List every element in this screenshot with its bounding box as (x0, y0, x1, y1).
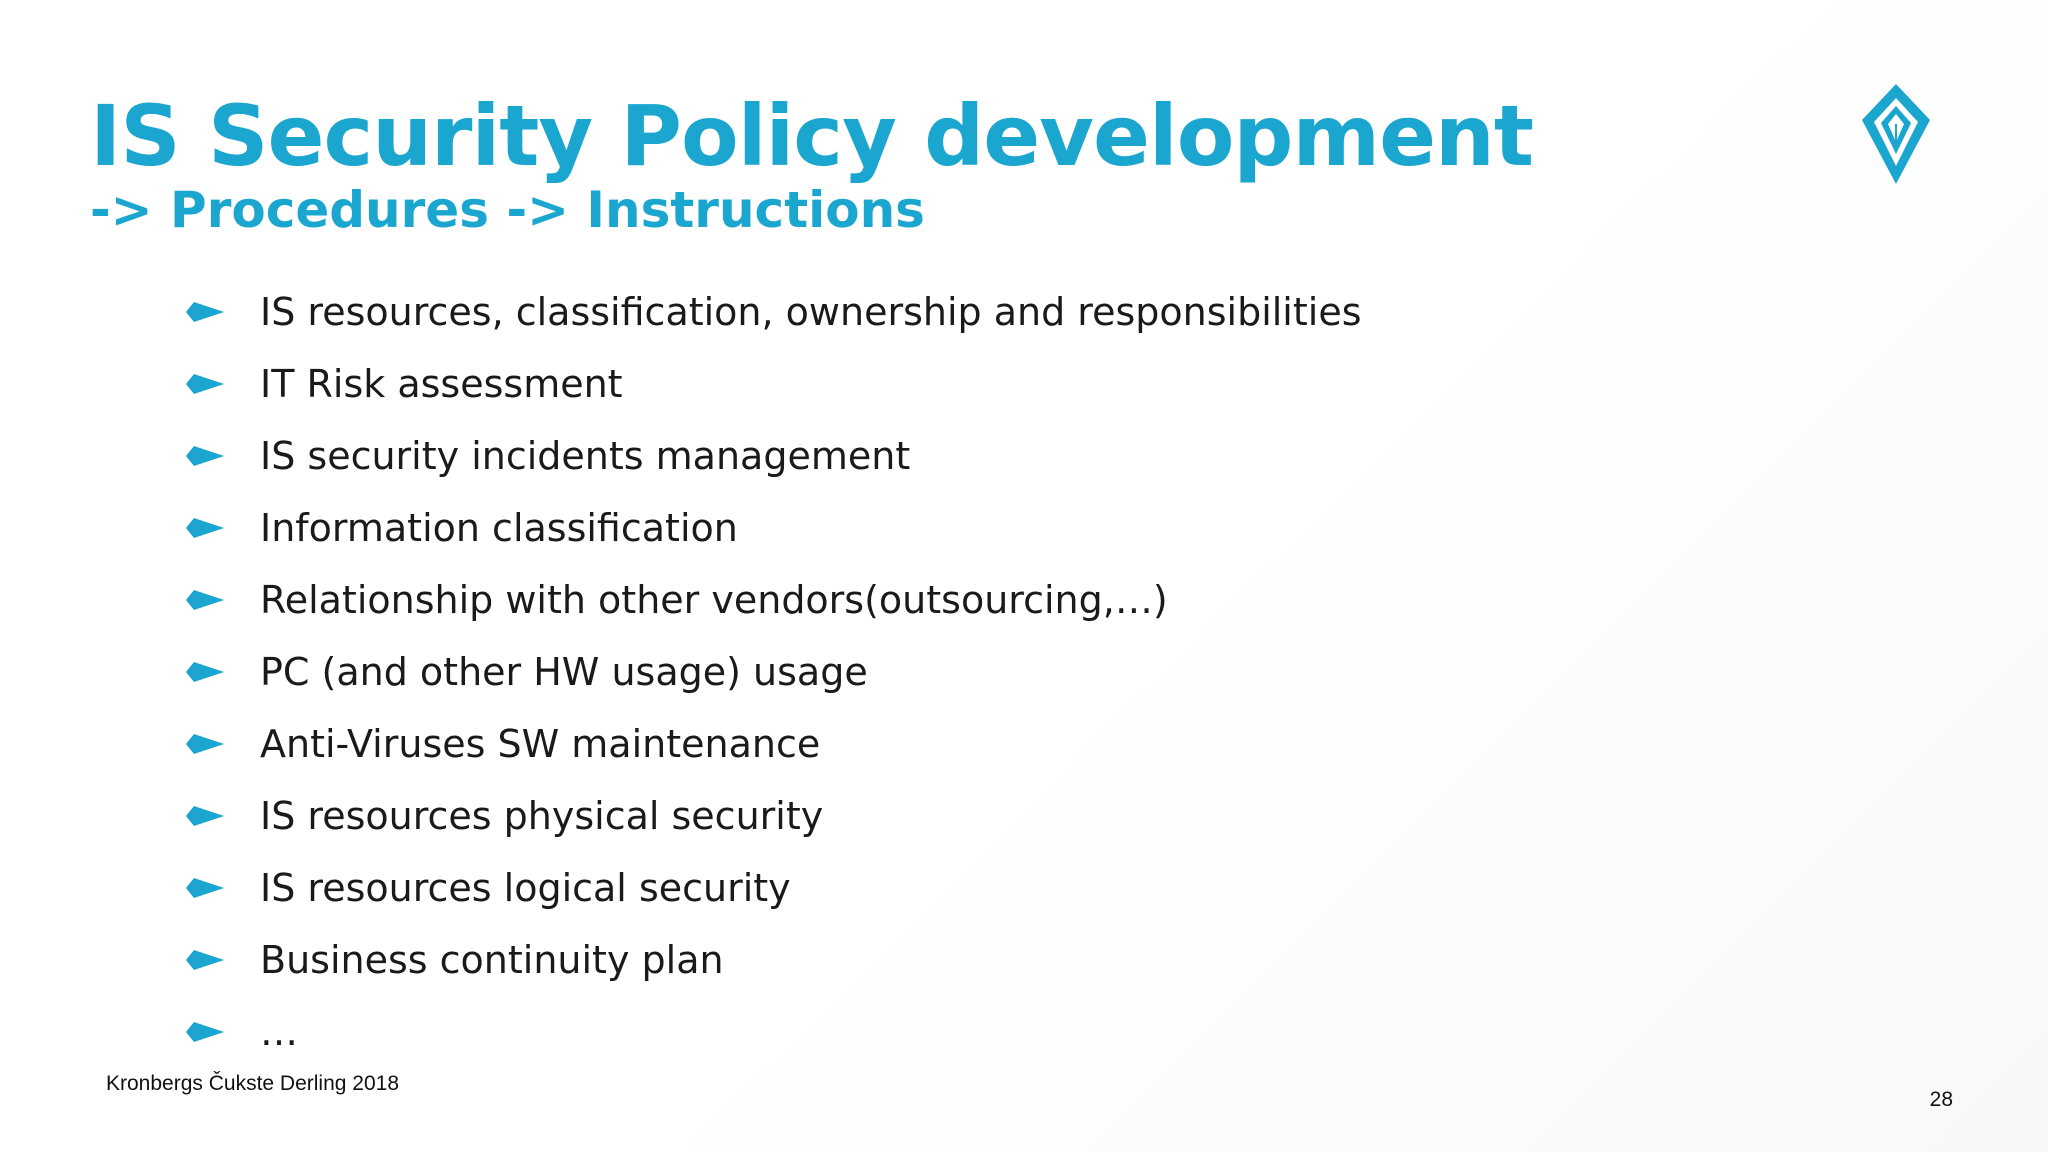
list-item-text: Anti-Viruses SW maintenance (260, 722, 821, 766)
arrow-diamond-bullet-icon (186, 660, 226, 684)
list-item (186, 996, 1362, 1068)
bullet-list (186, 276, 1362, 1068)
list-item-text: Business continuity plan (260, 938, 724, 982)
list-item (186, 564, 1362, 636)
list-item (186, 348, 1362, 420)
list-item (186, 852, 1362, 924)
list-item-text: IS resources, classification, ownership and responsibilities (260, 290, 1362, 334)
arrow-diamond-bullet-icon (186, 876, 226, 900)
list-item (186, 780, 1362, 852)
slide-subtitle: -> Procedures -> Instructions (90, 181, 925, 239)
list-item (186, 492, 1362, 564)
arrow-diamond-bullet-icon (186, 300, 226, 324)
list-item-text: IT Risk assessment (260, 362, 623, 406)
arrow-diamond-bullet-icon (186, 948, 226, 972)
arrow-diamond-bullet-icon (186, 516, 226, 540)
page-number: 28 (1929, 1088, 1953, 1111)
arrow-diamond-bullet-icon (186, 804, 226, 828)
list-item-text: … (260, 1010, 298, 1054)
list-item-text: IS security incidents management (260, 434, 911, 478)
footer-credit: Kronbergs Čukste Derling 2018 (106, 1072, 399, 1095)
list-item (186, 924, 1362, 996)
list-item (186, 420, 1362, 492)
arrow-diamond-bullet-icon (186, 444, 226, 468)
arrow-diamond-bullet-icon (186, 372, 226, 396)
slide-title: IS Security Policy development (90, 87, 1533, 185)
arrow-diamond-bullet-icon (186, 732, 226, 756)
list-item-text: PC (and other HW usage) usage (260, 650, 868, 694)
list-item-text: IS resources logical security (260, 866, 791, 910)
list-item-text: Information classification (260, 506, 738, 550)
arrow-diamond-bullet-icon (186, 1020, 226, 1044)
list-item-text: Relationship with other vendors(outsourcing,…) (260, 578, 1168, 622)
list-item (186, 708, 1362, 780)
diamond-logo-icon (1858, 80, 1934, 188)
list-item-text: IS resources physical security (260, 794, 824, 838)
arrow-diamond-bullet-icon (186, 588, 226, 612)
list-item (186, 276, 1362, 348)
list-item (186, 636, 1362, 708)
